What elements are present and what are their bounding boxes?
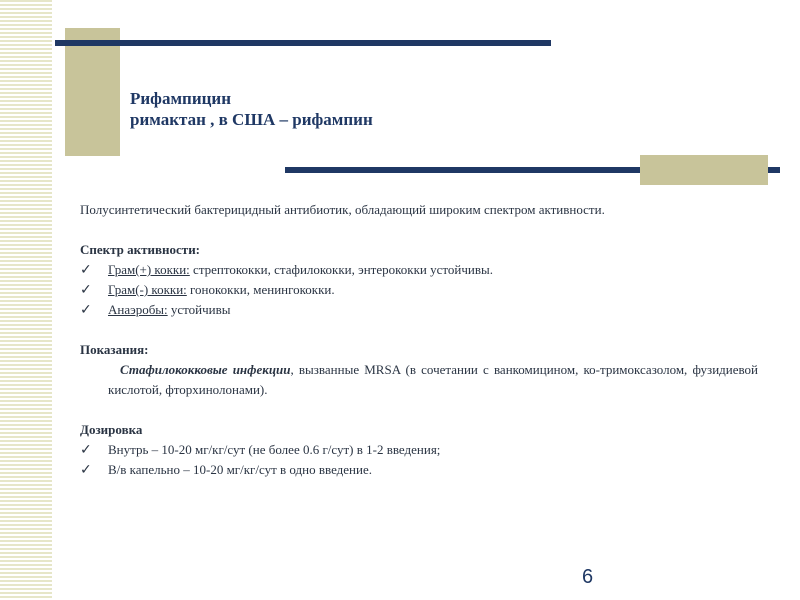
indications-text — [80, 360, 758, 400]
indications-body: , вызванные MRSA (в сочетании с ванкомицином, ко-тримоксазолом, фузидиевой кислотой, фторхинолонами). — [108, 362, 758, 397]
decorative-block-left — [65, 28, 120, 156]
title-line-2: римактан , в США – рифампин — [130, 110, 373, 129]
dosage-item — [80, 440, 758, 460]
indications-emphasis: Стафилококковые инфекции — [120, 362, 291, 377]
dosage-heading: Дозировка — [80, 422, 143, 437]
decorative-rule-top — [55, 40, 551, 46]
spectrum-item-text: устойчивы — [167, 302, 231, 317]
spectrum-item-label: Грам(+) кокки: — [108, 262, 190, 277]
check-icon: ✓ — [80, 282, 92, 298]
decorative-stripes — [0, 0, 52, 600]
dosage-item-text: Внутрь – 10-20 мг/кг/сут (не более 0.6 г/сут) в 1-2 введения; — [108, 442, 441, 457]
title-line-1: Рифампицин — [130, 89, 231, 108]
slide-title — [130, 88, 373, 130]
indications-heading: Показания: — [80, 342, 149, 357]
decorative-block-right — [640, 155, 768, 185]
spectrum-item — [80, 280, 758, 300]
spectrum-item-label: Грам(-) кокки: — [108, 282, 187, 297]
spectrum-item — [80, 300, 758, 320]
dosage-item-text: В/в капельно – 10-20 мг/кг/сут в одно введение. — [108, 462, 372, 477]
check-icon: ✓ — [80, 442, 92, 458]
spectrum-item — [80, 260, 758, 280]
slide-content — [80, 200, 758, 480]
intro-text: Полусинтетический бактерицидный антибиотик, обладающий широким спектром активности. — [80, 202, 605, 217]
dosage-item — [80, 460, 758, 480]
spectrum-item-text: стрептококки, стафилококки, энтерококки устойчивы. — [189, 262, 493, 277]
spectrum-item-label: Анаэробы: — [108, 302, 168, 317]
check-icon: ✓ — [80, 302, 92, 318]
check-icon: ✓ — [80, 262, 92, 278]
check-icon: ✓ — [80, 462, 92, 478]
spectrum-heading: Спектр активности: — [80, 242, 201, 257]
page-number: 6 — [582, 566, 594, 588]
spectrum-item-text: гонококки, менингококки. — [186, 282, 335, 297]
